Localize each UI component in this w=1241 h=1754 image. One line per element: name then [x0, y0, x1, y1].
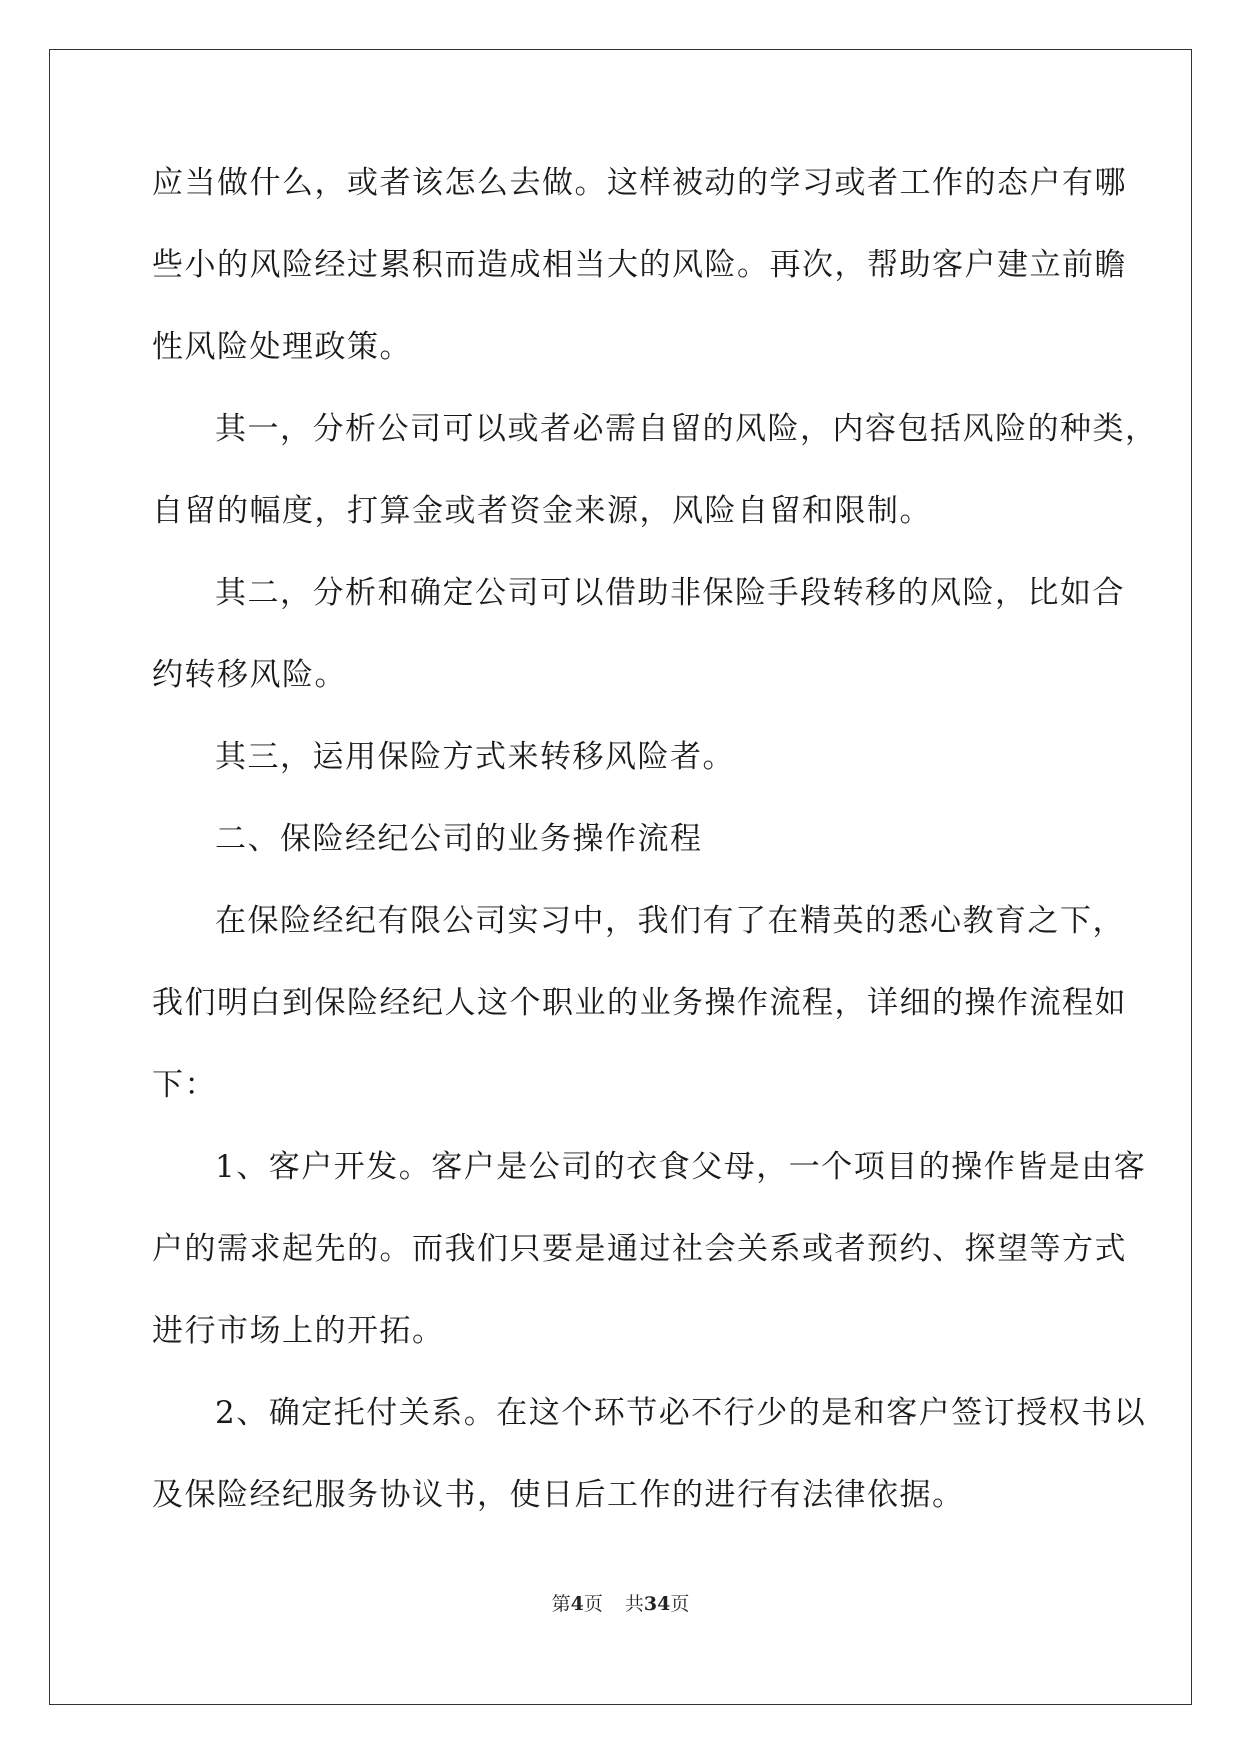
text-line: 性风险处理政策。 — [152, 329, 412, 365]
text-line: 些小的风险经过累积而造成相当大的风险。再次，帮助客户建立前瞻 — [152, 247, 1127, 283]
text-line: 自留的幅度，打算金或者资金来源，风险自留和限制。 — [152, 493, 932, 529]
footer-total-suffix: 页 — [670, 1593, 690, 1615]
text-line: 其三，运用保险方式来转移风险者。 — [215, 739, 735, 775]
footer-prefix: 第 — [551, 1593, 571, 1615]
text-line: 在保险经纪有限公司实习中，我们有了在精英的悉心教育之下， — [215, 903, 1125, 939]
footer-page-suffix: 页 — [583, 1593, 603, 1615]
text-line: 2、确定托付关系。在这个环节必不行少的是和客户签订授权书以 — [215, 1395, 1147, 1431]
text-line: 我们明白到保险经纪人这个职业的业务操作流程，详细的操作流程如 — [152, 985, 1127, 1021]
page-footer — [0, 1592, 1241, 1616]
page-number: 4 — [570, 1593, 584, 1615]
text-line: 户的需求起先的。而我们只要是通过社会关系或者预约、探望等方式 — [152, 1231, 1127, 1267]
text-line: 及保险经纪服务协议书，使日后工作的进行有法律依据。 — [152, 1477, 965, 1513]
text-line: 其二，分析和确定公司可以借助非保险手段转移的风险，比如合 — [215, 575, 1125, 611]
total-pages: 34 — [643, 1593, 671, 1615]
text-line: 下： — [152, 1067, 217, 1103]
text-line: 1、客户开发。客户是公司的衣食父母，一个项目的操作皆是由客 — [215, 1149, 1147, 1185]
text-line: 进行市场上的开拓。 — [152, 1313, 445, 1349]
text-line: 应当做什么，或者该怎么去做。这样被动的学习或者工作的态户有哪 — [152, 165, 1127, 201]
text-line: 约转移风险。 — [152, 657, 347, 693]
footer-total-prefix: 共 — [624, 1593, 644, 1615]
document-body — [152, 160, 1158, 1554]
text-line: 其一，分析公司可以或者必需自留的风险，内容包括风险的种类， — [215, 411, 1158, 447]
section-heading: 二、保险经纪公司的业务操作流程 — [215, 821, 703, 857]
